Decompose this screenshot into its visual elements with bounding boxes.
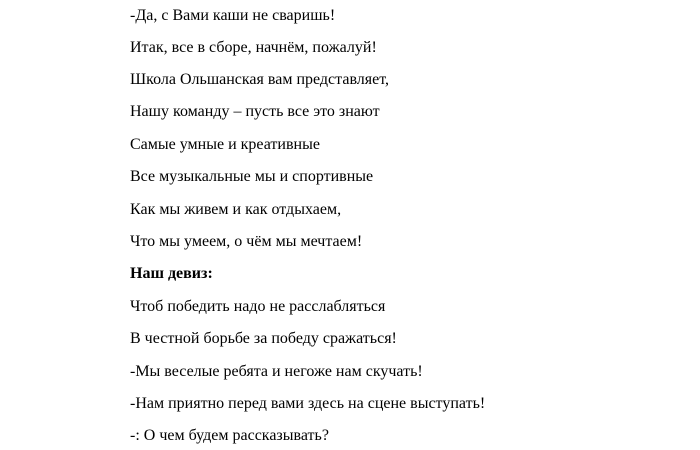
text-line-12: -Мы веселые ребята и негоже нам скучать! (130, 363, 423, 380)
text-line-13: -Нам приятно перед вами здесь на сцене выступать! (130, 395, 486, 412)
text-line-11: В честной борьбе за победу сражаться! (130, 330, 397, 347)
motto-heading: Наш девиз: (130, 265, 213, 282)
text-line-6: Все музыкальные мы и спортивные (130, 168, 374, 185)
text-line-2: Итак, все в сборе, начнём, пожалуй! (130, 39, 377, 56)
text-line-7: Как мы живем и как отдыхаем, (130, 201, 342, 218)
text-line-5: Самые умные и креативные (130, 136, 320, 153)
text-line-8: Что мы умеем, о чём мы мечтаем! (130, 233, 363, 250)
text-line-14: -: О чем будем рассказывать? (130, 427, 329, 444)
text-line-1: -Да, с Вами каши не сваришь! (130, 7, 336, 24)
document-page (130, 0, 690, 450)
text-line-4: Нашу команду – пусть все это знают (130, 103, 380, 120)
text-line-3: Школа Ольшанская вам представляет, (130, 71, 390, 88)
text-line-10: Чтоб победить надо не расслабляться (130, 298, 386, 315)
